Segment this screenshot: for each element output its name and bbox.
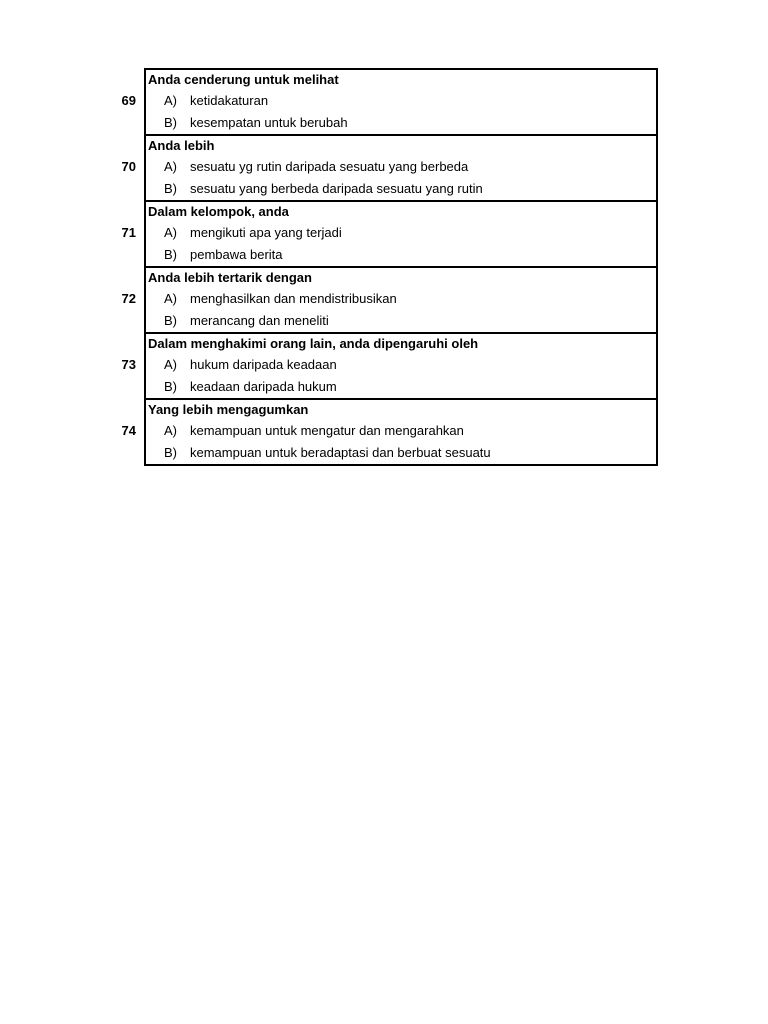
- option-a[interactable]: [146, 156, 656, 178]
- option-text: pembawa berita: [190, 247, 283, 262]
- option-text: merancang dan meneliti: [190, 313, 329, 328]
- question-70: [0, 134, 768, 200]
- option-text: kemampuan untuk mengatur dan mengarahkan: [190, 423, 464, 438]
- option-text: kemampuan untuk beradaptasi dan berbuat sesuatu: [190, 445, 491, 460]
- option-text: keadaan daripada hukum: [190, 379, 337, 394]
- option-a[interactable]: [146, 288, 656, 310]
- option-text: ketidakaturan: [190, 93, 269, 108]
- option-text: kesempatan untuk berubah: [190, 115, 348, 130]
- question-number: 74: [121, 423, 136, 438]
- question-69: [0, 68, 768, 134]
- option-text: hukum daripada keadaan: [190, 357, 337, 372]
- question-box: [144, 398, 658, 466]
- question-number: 72: [121, 291, 136, 306]
- option-letter: A): [164, 225, 177, 240]
- option-text: sesuatu yang berbeda daripada sesuatu yang rutin: [190, 181, 483, 196]
- question-number: 71: [121, 225, 136, 240]
- question-72: [0, 266, 768, 332]
- question-text: Dalam kelompok, anda: [148, 204, 289, 219]
- option-letter: B): [164, 247, 177, 262]
- question-text: Anda lebih tertarik dengan: [148, 270, 312, 285]
- option-letter: B): [164, 379, 177, 394]
- option-b[interactable]: [146, 442, 656, 464]
- question-number: 69: [121, 93, 136, 108]
- option-letter: A): [164, 357, 177, 372]
- option-a[interactable]: [146, 222, 656, 244]
- option-a[interactable]: [146, 354, 656, 376]
- question-box: [144, 134, 658, 200]
- question-text: Dalam menghakimi orang lain, anda dipengaruhi oleh: [148, 336, 479, 351]
- option-letter: B): [164, 181, 177, 196]
- option-b[interactable]: [146, 376, 656, 398]
- option-letter: A): [164, 291, 177, 306]
- option-letter: A): [164, 93, 177, 108]
- question-73: [0, 332, 768, 398]
- option-letter: A): [164, 159, 177, 174]
- option-text: mengikuti apa yang terjadi: [190, 225, 342, 240]
- questionnaire: [0, 68, 768, 464]
- option-letter: B): [164, 115, 177, 130]
- question-text: Yang lebih mengagumkan: [148, 402, 309, 417]
- option-a[interactable]: [146, 420, 656, 442]
- question-box: [144, 200, 658, 266]
- option-b[interactable]: [146, 310, 656, 332]
- question-74: [0, 398, 768, 464]
- option-b[interactable]: [146, 244, 656, 266]
- option-text: menghasilkan dan mendistribusikan: [190, 291, 397, 306]
- option-a[interactable]: [146, 90, 656, 112]
- question-71: [0, 200, 768, 266]
- option-text: sesuatu yg rutin daripada sesuatu yang berbeda: [190, 159, 469, 174]
- option-letter: B): [164, 445, 177, 460]
- question-box: [144, 332, 658, 398]
- question-number: 73: [121, 357, 136, 372]
- option-letter: B): [164, 313, 177, 328]
- question-box: [144, 68, 658, 134]
- question-text: Anda cenderung untuk melihat: [148, 72, 339, 87]
- question-box: [144, 266, 658, 332]
- option-b[interactable]: [146, 112, 656, 134]
- option-b[interactable]: [146, 178, 656, 200]
- question-number: 70: [121, 159, 136, 174]
- question-text: Anda lebih: [148, 138, 215, 153]
- option-letter: A): [164, 423, 177, 438]
